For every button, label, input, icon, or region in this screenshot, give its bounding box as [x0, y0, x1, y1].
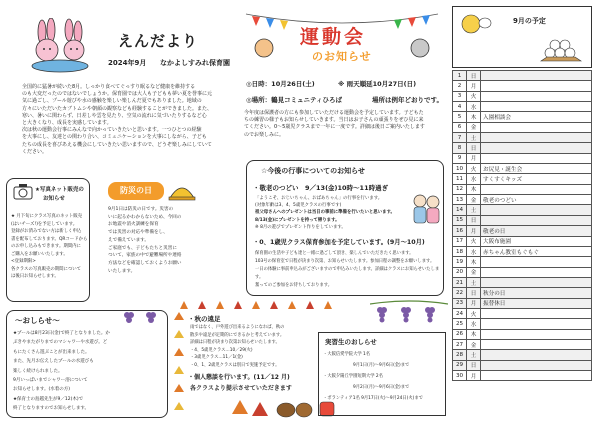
- page-title: えんだより: [118, 32, 199, 50]
- calendar-event: [481, 133, 592, 143]
- aki-line: 散歩や遠足が定期的にできるかと考えています。: [190, 332, 285, 338]
- calendar-day: 29: [453, 360, 467, 370]
- calendar-day: 11: [453, 174, 467, 184]
- calendar-event: 大阪布施園: [481, 236, 592, 246]
- photo-notice-title2: お知らせ: [43, 196, 65, 202]
- calendar-row: [453, 257, 592, 267]
- calendar-header-decoration: [452, 6, 592, 68]
- calendar-day: 10: [453, 164, 467, 174]
- intro-line: 全国的に猛暑が続いた8月。しっかり食べてぐっすり眠るなど健康を維持する: [22, 84, 196, 90]
- calendar-weekday: 月: [467, 81, 481, 91]
- undokai-place-note: 場所は例年どおりです。: [372, 96, 443, 104]
- calendar-row: [453, 112, 592, 122]
- keiro-line: ※ 8月の遊びでプレゼント作りをしています。: [255, 224, 346, 230]
- undokai-rain-date: ※ 雨天順延10月27日(日): [338, 80, 417, 88]
- calendar-event: 入園相談会: [481, 112, 592, 122]
- calendar-day: 27: [453, 339, 467, 349]
- undokai-body: [244, 110, 444, 139]
- calendar-event: 赤ちゃん教室もぐもぐ: [481, 246, 592, 256]
- undokai-date: ◎日時：10月26日(土): [246, 80, 315, 88]
- calendar-weekday: 水: [467, 174, 481, 184]
- calendar-event: [481, 339, 592, 349]
- photo-notice-box: [6, 178, 90, 302]
- undokai-banner: [244, 8, 440, 72]
- oshirase-line: また、先月お伝えしたプールの水遊びも: [13, 359, 94, 365]
- oshirase-title: 〜おしらせ〜: [15, 316, 60, 325]
- oshirase-line: お知らせします。(水着の方): [13, 387, 71, 393]
- calendar-event: [481, 143, 592, 153]
- calendar-weekday: 火: [467, 164, 481, 174]
- calendar-weekday: 金: [467, 339, 481, 349]
- calendar-day: 1: [453, 71, 467, 81]
- calendar-event: [481, 215, 592, 225]
- grandparents-illustration: [411, 191, 441, 231]
- calendar-event: 敬老のつどい: [481, 195, 592, 205]
- oshirase-line: 9月いっぱいまでシャワー浴について: [13, 378, 88, 384]
- kondan-notice: ・個人懇談を行います。(11／12 月): [188, 374, 290, 381]
- calendar-row: [453, 153, 592, 163]
- undokai-line: ちの練習の様子もお知らせしていきます。当日はお子さんの頑張りをぜひ見に来: [244, 117, 424, 124]
- calendar-row: [453, 350, 592, 360]
- camera-icon: [13, 183, 33, 205]
- aki-line: 詳細は日程が決まり次第お知らせいたします。: [190, 340, 280, 346]
- intro-line: のも大変だったのではないでしょうか。保育園では大人も子どもも夢い夏を誉事に元: [22, 91, 213, 98]
- calendar-weekday: 火: [467, 308, 481, 318]
- calendar-row: [453, 174, 592, 184]
- calendar-weekday: 日: [467, 215, 481, 225]
- calendar-event: 秋分の日: [481, 288, 592, 298]
- calendar-row: [453, 308, 592, 318]
- calendar-weekday: 水: [467, 319, 481, 329]
- bosai-line: では災害の対応や準備をし、: [108, 230, 168, 236]
- calendar-day: 28: [453, 350, 467, 360]
- calendar-title: 9月の予定: [513, 17, 546, 25]
- calendar-day: 4: [453, 102, 467, 112]
- calendar-row: [453, 205, 592, 215]
- keiro-title: ・敬老のつどい 9／13(金)10時～11時過ぎ: [253, 184, 389, 192]
- oshirase-box: [6, 310, 168, 418]
- calendar-row: [453, 122, 592, 132]
- calendar-weekday: 金: [467, 195, 481, 205]
- calendar-event: すくすくキッズ: [481, 174, 592, 184]
- calendar-event: [481, 277, 592, 287]
- undokai-line: のでお楽しみに。: [244, 131, 285, 138]
- calendar-row: [453, 91, 592, 101]
- calendar-weekday: 月: [467, 153, 481, 163]
- calendar-row: [453, 329, 592, 339]
- calendar-event: [481, 184, 592, 194]
- calendar-row: [453, 277, 592, 287]
- calendar-row: [453, 339, 592, 349]
- rabbit-illustration: [20, 18, 92, 74]
- calendar-event: お尻見・誕生会: [481, 164, 592, 174]
- aki-line: ・3歳児クラス…11／1(金): [190, 355, 243, 361]
- calendar-event: [481, 319, 592, 329]
- calendar-day: 18: [453, 246, 467, 256]
- calendar-event: [481, 102, 592, 112]
- calendar-day: 21: [453, 277, 467, 287]
- calendar-day: 25: [453, 319, 467, 329]
- calendar-weekday: 木: [467, 112, 481, 122]
- aki-line: ・4、5歳児クラス…10／29(火): [190, 347, 253, 353]
- calendar-row: [453, 288, 592, 298]
- calendar-day: 12: [453, 184, 467, 194]
- intro-line: を大事にし、友達との関わり合い、コミュニケーションを大事にしながら、子ども: [22, 134, 207, 141]
- intro-line: と大きくなり、成長を実感しています。: [22, 120, 112, 127]
- bosai-line: お地震や消火訓練を保育: [108, 222, 159, 228]
- calendar-row: [453, 319, 592, 329]
- intro-line: たちの成長を喜びあえる機会にしていきたい思いますので、どうぞ楽しみにしていて: [22, 141, 212, 148]
- aki-line: 雨ではなく、戸外遊び出来るようになれば、秋の: [190, 325, 285, 330]
- calendar-table: [452, 70, 592, 381]
- photo-notice-body: [11, 213, 89, 281]
- bosai-line: ついて、家族の中で避難場所や連絡: [108, 253, 182, 259]
- bosai-label: 防災の日: [120, 186, 152, 195]
- calendar-event: 振替休日: [481, 298, 592, 308]
- intro-line: ください。: [22, 148, 48, 155]
- calendar-day: 26: [453, 329, 467, 339]
- calendar-event: [481, 257, 592, 267]
- keiro-line: 8/13(金)にプレゼントを持って帰ります。: [255, 217, 340, 223]
- calendar-day: 17: [453, 236, 467, 246]
- calendar-weekday: 月: [467, 298, 481, 308]
- calendar-event: 敬老の日: [481, 226, 592, 236]
- jisshu-title: 実習生のおしらせ: [325, 338, 377, 346]
- intro-text: [22, 84, 244, 156]
- oshirase-line: ぶきやまたがりまでのマシャワーや水遊び。ど: [13, 340, 108, 346]
- calendar-row: [453, 215, 592, 225]
- bosai-line: えで備えています。: [108, 237, 149, 243]
- calendar-row: [453, 133, 592, 143]
- calendar-event: [481, 205, 592, 215]
- calendar-weekday: 木: [467, 257, 481, 267]
- calendar-day: 8: [453, 143, 467, 153]
- calendar-event: [481, 370, 592, 380]
- jisshu-box: [318, 332, 446, 416]
- oshirase-line: もにたくさん遊ぶことが出来ました。: [13, 349, 90, 355]
- keiro-body: [255, 195, 411, 231]
- calendar-weekday: 金: [467, 122, 481, 132]
- undokai-title: 運動会: [300, 26, 367, 48]
- aki-title: ・秋の遠足: [188, 315, 221, 323]
- nursery-participation-line: 一日の体験に事前申込みがございますので申込みいたします。詳細はクラスにお知らせいたします。: [255, 267, 440, 280]
- jisshu-line: ・大阪夕陽丘学園短期大学 2名: [323, 374, 383, 379]
- jisshu-line: 9月2日(月)～9月6日(金)まで: [353, 385, 410, 390]
- calendar-weekday: 木: [467, 184, 481, 194]
- moon-rabbit-icon: [459, 11, 495, 37]
- nursery-participation-line: 103号の保育室で日程が決まり次第、お知らせいたします。参加日程の調整をお願いします。: [255, 259, 435, 264]
- bosai-line: いに起るかわからないため、今回の: [108, 214, 182, 220]
- bosai-line: 9月1日は防災の日です。災害の: [108, 207, 174, 212]
- events-title: ☆今後の行事についてのお知らせ: [261, 167, 365, 175]
- school-name: なかよしすみれ保育園: [160, 59, 230, 67]
- calendar-row: [453, 164, 592, 174]
- grape-vine-decoration: [370, 298, 448, 332]
- calendar-day: 30: [453, 370, 467, 380]
- calendar-weekday: 日: [467, 71, 481, 81]
- calendar-row: [453, 184, 592, 194]
- aki-line: ・0、1、2歳児クラスは別日で実施予定です。: [190, 362, 280, 368]
- calendar-event: [481, 71, 592, 81]
- photo-notice-line: <登録期限>: [11, 259, 36, 264]
- calendar-weekday: 土: [467, 133, 481, 143]
- calendar-row: [453, 81, 592, 91]
- undokai-subtitle: のお知らせ: [312, 50, 372, 63]
- nursery-participation-title: ・0、1歳児クラス保育参加を予定しています。(9月～10月): [253, 239, 425, 246]
- calendar-weekday: 火: [467, 91, 481, 101]
- calendar-day: 5: [453, 112, 467, 122]
- calendar-row: [453, 71, 592, 81]
- intro-line: 寒い、暑いに関わらず、日差しや雲を見たり、空気の流れに気づいたりするなど心: [22, 112, 207, 119]
- events-box: [246, 160, 444, 296]
- calendar-weekday: 水: [467, 102, 481, 112]
- photo-notice-line: (はいチーズ!)を予定しています。: [11, 221, 78, 227]
- photo-notice-title: ★写真ネット販売の: [35, 187, 84, 193]
- calendar-weekday: 土: [467, 350, 481, 360]
- calendar-day: 6: [453, 122, 467, 132]
- calendar-row: [453, 236, 592, 246]
- bosai-body: [108, 206, 234, 275]
- jisshu-body: [323, 349, 443, 404]
- calendar-event: [481, 81, 592, 91]
- oshirase-line: ★保育士の島越先生が9／12(木)で: [13, 396, 84, 402]
- intro-line: 気に過ごし、プール遊びや水の感触を楽しい楽しんだ夏でもありました。地域の: [22, 98, 202, 105]
- nursery-participation-line: 奮ってのご参加をお待ちしております。: [255, 283, 332, 288]
- calendar-day: 19: [453, 257, 467, 267]
- bosai-line: いたします。: [108, 268, 136, 274]
- jisshu-line: 9月1日(月)～9月6日(金)まで: [353, 363, 410, 368]
- oshirase-line: ★プールは8月23日(金)で終了となりました。か: [13, 331, 110, 336]
- calendar-day: 23: [453, 298, 467, 308]
- intro-line: 次は秋の運動会行事にみんなで向かっていきたいと思います。一つひとつの経験: [22, 127, 202, 134]
- photo-notice-line: は後日お知らせします。: [11, 274, 59, 279]
- calendar-row: [453, 246, 592, 256]
- keiro-line: (対象年齢は3、4、5歳児クラスの行事です): [255, 203, 342, 209]
- keiro-line: 祖父母さんへのプレゼントは当日の事前に準備を行いたいと思います。: [255, 210, 395, 216]
- photo-notice-line: 書を配布しております。QRコードから: [11, 236, 88, 242]
- kondan-notice-2: 各クラスより提示させていただきます: [190, 385, 292, 392]
- dango-icon: [537, 35, 585, 65]
- oshirase-body: [13, 329, 163, 414]
- calendar-row: [453, 360, 592, 370]
- nursery-participation-body: [255, 250, 441, 290]
- photo-notice-line: ご購入をお願いいたします。: [11, 251, 68, 257]
- oshirase-line: 楽しく続けられました。: [13, 368, 63, 374]
- helmet-icon: [168, 180, 196, 206]
- issue-date: 2024年9月: [108, 59, 147, 67]
- calendar-event: [481, 122, 592, 132]
- calendar-weekday: 日: [467, 143, 481, 153]
- calendar-day: 22: [453, 288, 467, 298]
- calendar-weekday: 月: [467, 226, 481, 236]
- calendar-event: [481, 153, 592, 163]
- calendar-row: [453, 195, 592, 205]
- photo-notice-line: 各クラスの写真販売の期間について: [11, 266, 82, 272]
- leaf-frame: [172, 312, 186, 420]
- undokai-line: てください。0～5歳児クラスまで一年に一度です。詳細は後日ご案内いたします: [244, 124, 425, 131]
- calendar-weekday: 土: [467, 277, 481, 287]
- calendar-weekday: 日: [467, 288, 481, 298]
- calendar-row: [453, 298, 592, 308]
- calendar-day: 7: [453, 133, 467, 143]
- intro-line: 方々にいただいたカブトムシや朝顔の観察なども経験することができました。また、: [22, 105, 213, 112]
- calendar-weekday: 水: [467, 246, 481, 256]
- calendar-day: 20: [453, 267, 467, 277]
- bosai-line: ご家庭でも、子どもたちと災害に: [108, 245, 177, 251]
- calendar-weekday: 木: [467, 329, 481, 339]
- oshirase-line: 終了となりますのでお知らせします。: [13, 406, 90, 412]
- calendar-weekday: 日: [467, 360, 481, 370]
- photo-notice-line: ★ 月下旬にクラス写真のネット販売: [11, 214, 83, 219]
- calendar-day: 14: [453, 205, 467, 215]
- calendar-event: [481, 329, 592, 339]
- calendar-day: 3: [453, 91, 467, 101]
- calendar-event: [481, 267, 592, 277]
- bosai-line: 方法などを確認しておくようお願い: [108, 260, 182, 266]
- calendar-event: [481, 91, 592, 101]
- calendar-weekday: 金: [467, 267, 481, 277]
- undokai-line: 今年度は保護者の方にも参加していただける運動会を予定しています。子どもた: [244, 110, 424, 116]
- bosai-label-banner: [108, 182, 164, 200]
- calendar-day: 15: [453, 215, 467, 225]
- calendar-row: [453, 267, 592, 277]
- calendar-row: [453, 226, 592, 236]
- calendar-weekday: 月: [467, 370, 481, 380]
- nursery-participation-line: 保育園の生活や子ども達と一緒に過ごして頂き、楽しんでいただきたく思います。: [255, 251, 414, 256]
- undokai-place: ◎場所：鶴見コミュニティひろば: [246, 96, 343, 104]
- calendar-day: 9: [453, 153, 467, 163]
- calendar-row: [453, 370, 592, 380]
- calendar-day: 2: [453, 81, 467, 91]
- calendar-event: [481, 308, 592, 318]
- calendar-weekday: 火: [467, 236, 481, 246]
- jisshu-line: ・大阪信愛学院大学 1名: [323, 352, 371, 357]
- calendar-row: [453, 143, 592, 153]
- calendar-day: 16: [453, 226, 467, 236]
- calendar-day: 13: [453, 195, 467, 205]
- photo-notice-line: 登録がお済みでない方は新しく申込: [11, 229, 82, 234]
- keiro-line: 「ようこそ、おじいちゃん、おばあちゃん」の行事を行います。: [255, 196, 383, 201]
- calendar-row: [453, 102, 592, 112]
- jisshu-line: ・ボランティア1名 9月17日(火)～9月24日(火)まで: [323, 396, 423, 401]
- calendar-day: 24: [453, 308, 467, 318]
- aki-body: [190, 324, 310, 370]
- calendar-event: [481, 350, 592, 360]
- calendar-weekday: 土: [467, 205, 481, 215]
- calendar-event: [481, 360, 592, 370]
- photo-notice-line: のお申し込みもできます。期間内に: [11, 244, 81, 249]
